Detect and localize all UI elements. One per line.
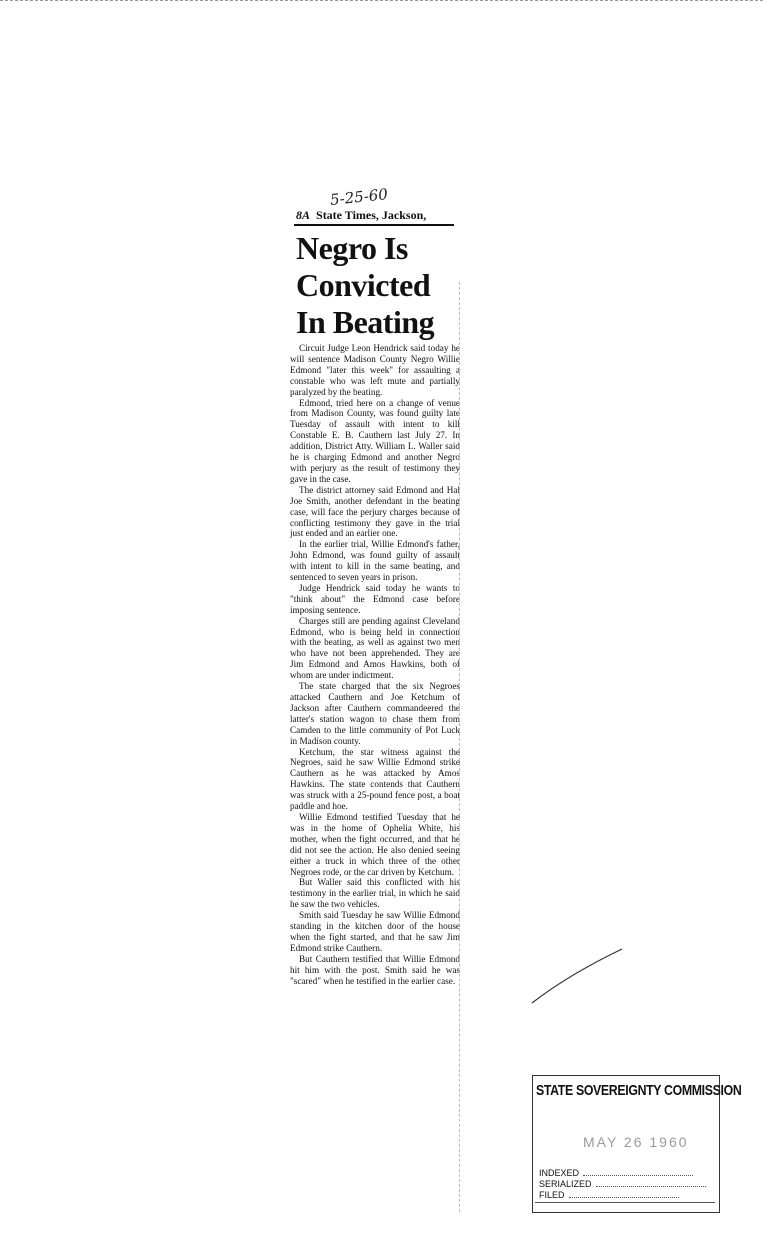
pen-stroke-mark [528, 945, 628, 1009]
article-paragraph: Judge Hendrick said today he wants to "think about" the Edmond case before imposing sentence. [290, 582, 460, 615]
dateline [296, 208, 456, 223]
handwritten-date: 5-25-60 [329, 185, 389, 209]
stamp-indexed-label: INDEXED [539, 1168, 580, 1178]
article-paragraph: The state charged that the six Negroes attacked Cauthern and Joe Ketchum of Jackson after Cauthern commandeered the latter's station wagon to chase them from Camden to the little community of Pot Luck in Madison county. [290, 681, 460, 746]
article-paragraph: Willie Edmond testified Tuesday that he was in the home of Ophelia White, his mother, when the fight occurred, and that he did not see the action. He also denied seeing either a truck in which three of the other Negroes rode, or the car driven by Ketchum. [290, 811, 460, 877]
stamp-dotted-line [569, 1197, 679, 1198]
article-body [290, 343, 460, 986]
stamp-serialized-label: SERIALIZED [539, 1179, 592, 1189]
commission-stamp [532, 1075, 742, 1213]
article-paragraph: But Cauthern testified that Willie Edmond hit him with the post. Smith said he was "scared" when he testified in the earlier case. [290, 953, 460, 986]
scan-top-edge [0, 0, 763, 1]
stamp-dotted-line [596, 1186, 706, 1187]
article-paragraph: The district attorney said Edmond and Hal Joe Smith, another defendant in the beating case, will face the perjury charges because of conflicting testimony they gave in the trial just ended and an earlier one. [290, 484, 460, 539]
article-paragraph: But Waller said this conflicted with his testimony in the earlier trial, in which he said he saw the two vehicles. [290, 877, 460, 910]
stamp-bottom-rule [535, 1202, 715, 1203]
article-paragraph: Ketchum, the star witness against the Negroes, said he saw Willie Edmond strike Cauthern as he was attacked by Amos Hawkins. The state contends that Cauthern was struck with a 25-pound fence post, a boat paddle and hoe. [290, 746, 460, 812]
headline-line: Negro Is [296, 230, 408, 266]
headline-line: In Beating [296, 304, 435, 340]
stamp-date: MAY 26 1960 [583, 1134, 689, 1150]
stamp-dotted-line [583, 1175, 693, 1176]
clipping-cut-edge [459, 282, 460, 1212]
stamp-filed-label: FILED [539, 1190, 565, 1200]
article-paragraph: Smith said Tuesday he saw Willie Edmond standing in the kitchen door of the house when the fight started, and that he saw Jim Edmond strike Cauthern. [290, 910, 460, 953]
article-paragraph: Circuit Judge Leon Hendrick said today he will sentence Madison County Negro Willie Edmond "later this week" for assaulting a constable who was left mute and partially paralyzed by the beating. [290, 343, 460, 397]
headline [296, 230, 461, 341]
headline-line: Convicted [296, 267, 431, 303]
stamp-filed-line [539, 1190, 679, 1200]
page-number: 8A [296, 208, 311, 222]
stamp-serialized-line [539, 1179, 706, 1189]
article-paragraph: In the earlier trial, Willie Edmond's father, John Edmond, was found guilty of assault with intent to kill in the same beating, and sentenced to seven years in prison. [290, 539, 460, 583]
article-paragraph: Edmond, tried here on a change of venue from Madison County, was found guilty late Tuesday of assault with intent to kill Constable E. B. Cauthern last July 27. In addition, District Atty. William L. Waller said he is charging Edmond and another Negro with perjury as the result of testimony they gave in the case. [290, 397, 460, 484]
stamp-indexed-line [539, 1168, 693, 1178]
article-paragraph: Charges still are pending against Cleveland Edmond, who is being held in connection with the beating, as well as against two men who have not been apprehended. They are Jim Edmond and Amos Hawkins, both of whom are under indictment. [290, 615, 460, 681]
dateline-rule [294, 224, 454, 226]
stamp-title: STATE SOVEREIGNTY COMMISSION [536, 1082, 742, 1099]
publication-name: State Times, Jackson, [316, 208, 427, 222]
